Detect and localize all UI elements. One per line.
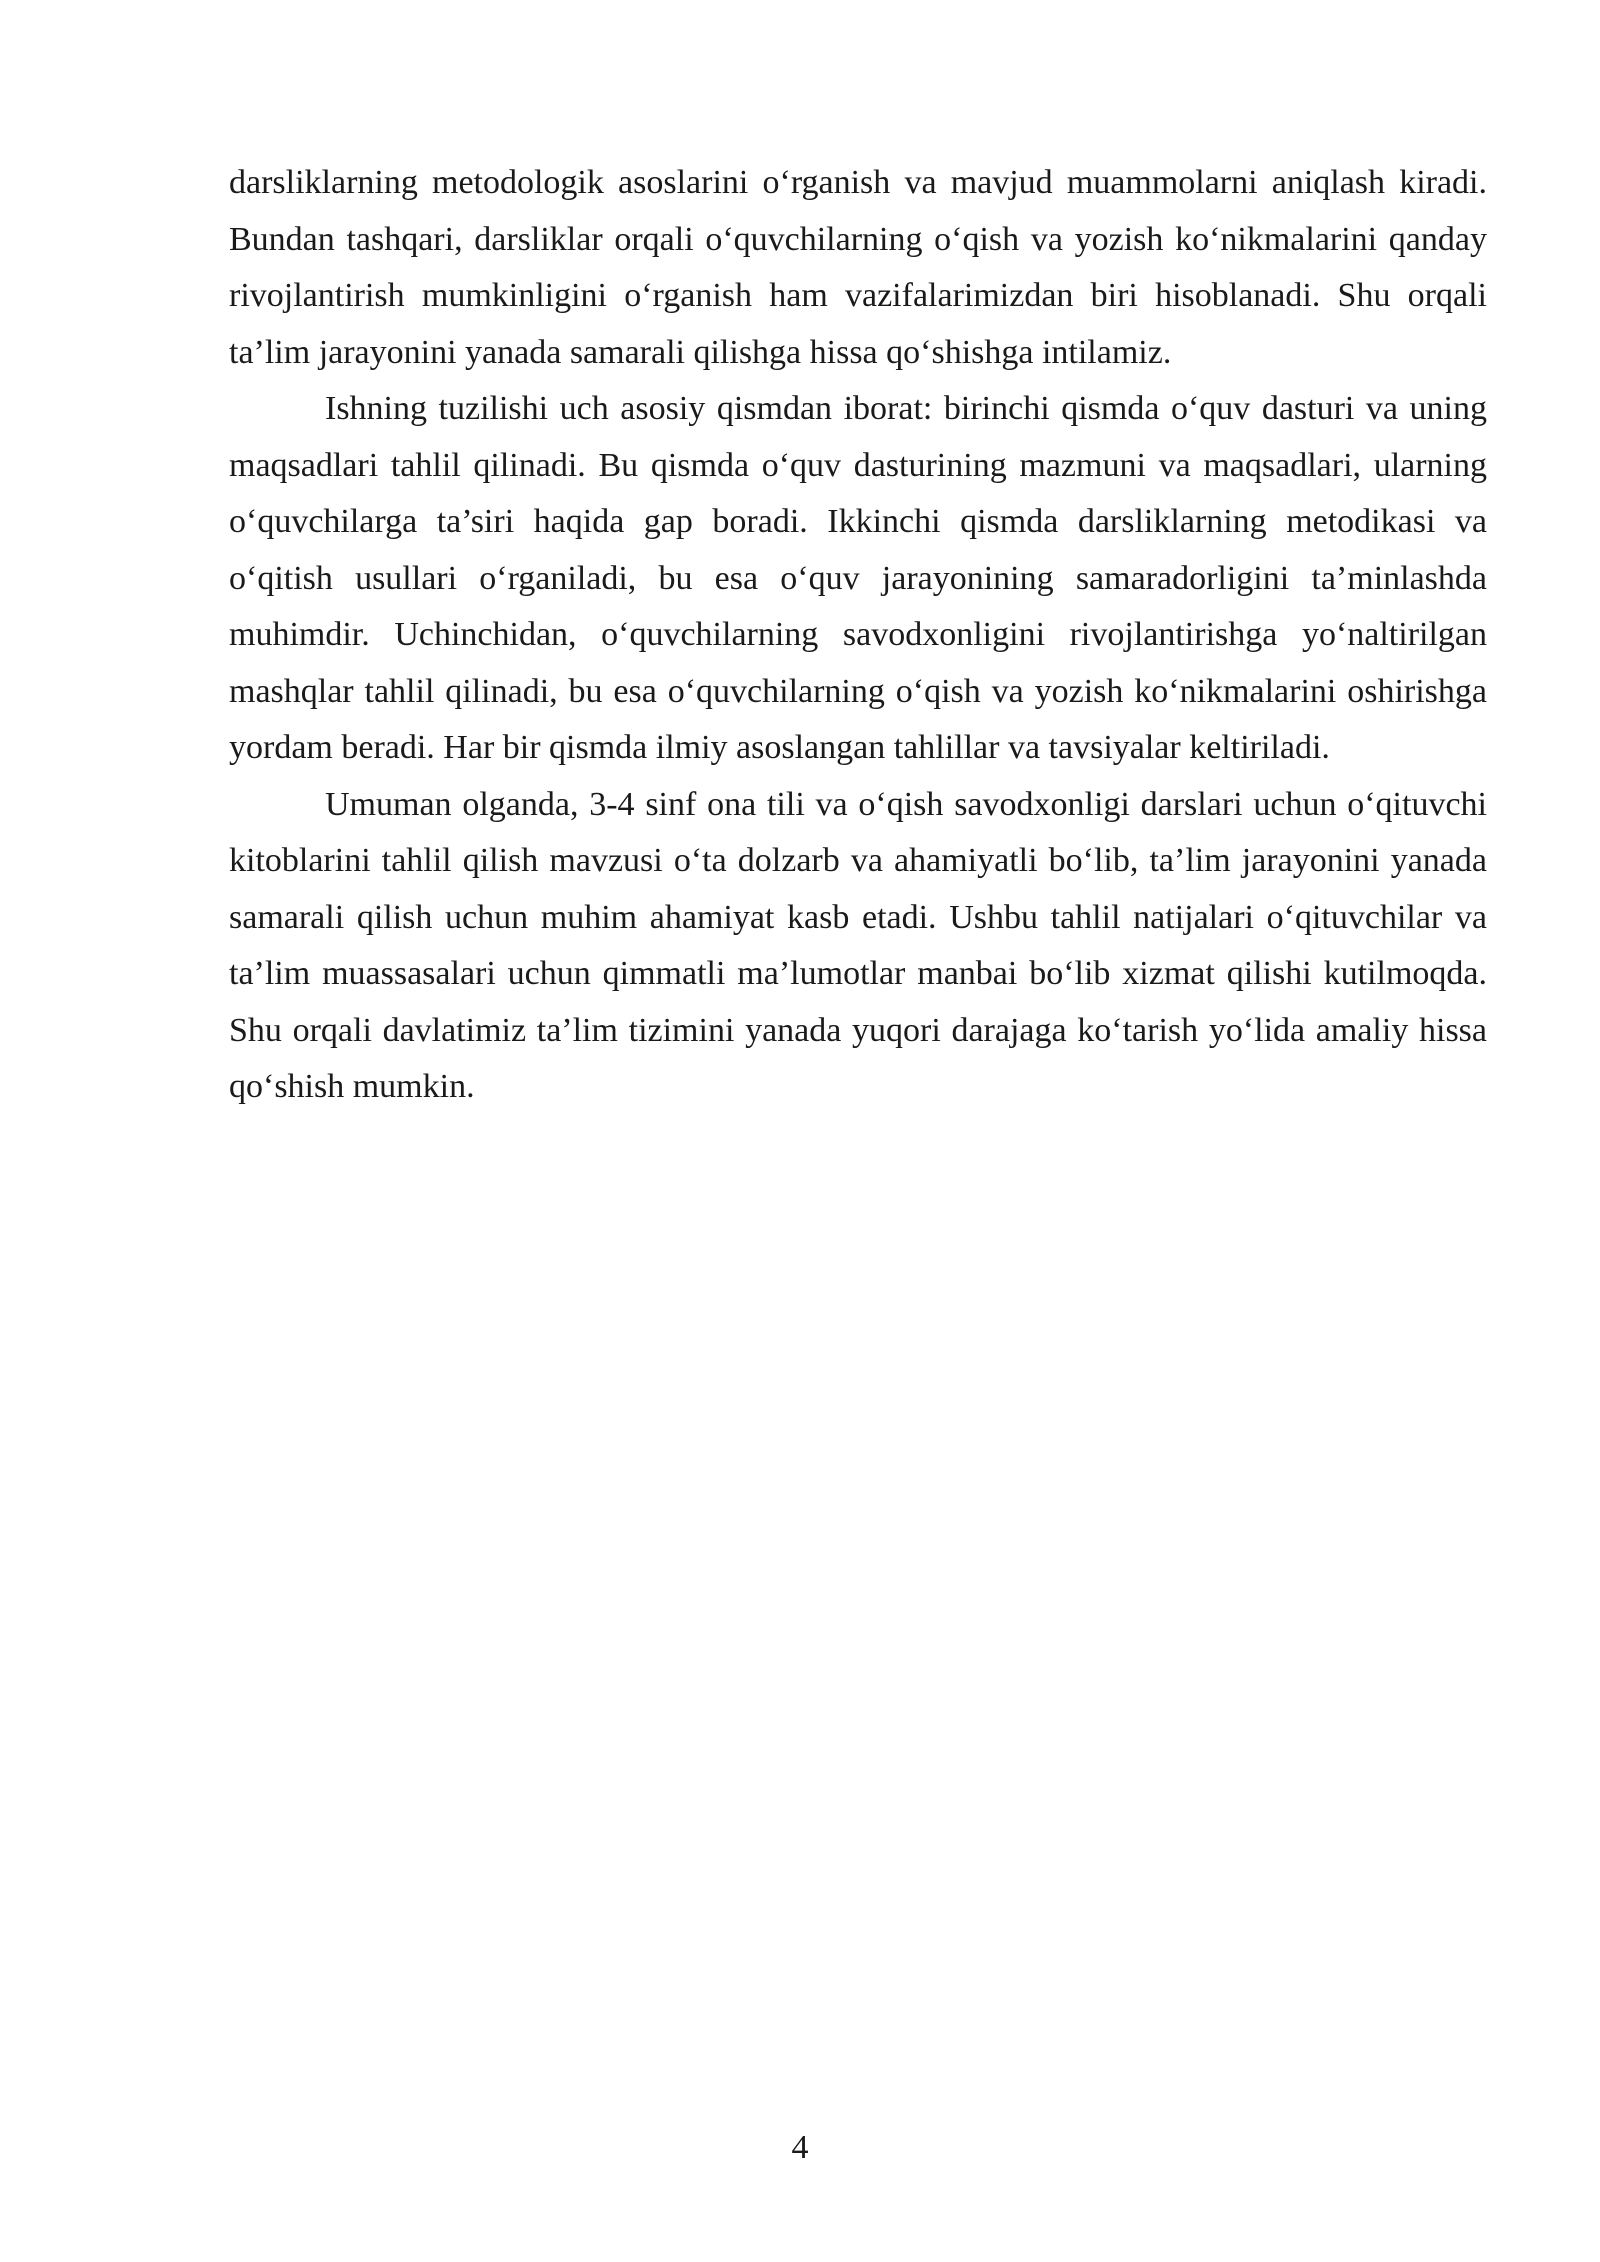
page-body <box>229 155 1487 1116</box>
paragraph-continuation: darsliklarning metodologik asoslarini o‘rganish va mavjud muammolarni aniqlash kiradi. Bundan tashqari, darsliklar orqali o‘quvchilarning o‘qish va yozish ko‘nikmalarini qanday rivojlantirish mumkinligini o‘rganish ham vazifalarimizdan biri hisoblanadi. Shu orqali ta’lim jarayonini yanada samarali qilishga hissa qo‘shishga intilamiz. <box>229 164 1487 371</box>
paragraph-work-structure: Ishning tuzilishi uch asosiy qismdan iborat: birinchi qismda o‘quv dasturi va uning maqsadlari tahlil qilinadi. Bu qismda o‘quv dasturining mazmuni va maqsadlari, ularning o‘quvchilarga ta’siri haqida gap boradi. Ikkinchi qismda darsliklarning metodikasi va o‘qitish usullari o‘rganiladi, bu esa o‘quv jarayonining samaradorligini ta’minlashda muhimdir. Uchinchidan, o‘quvchilarning savodxonligini rivojlantirishga yo‘naltirilgan mashqlar tahlil qilinadi, bu esa o‘quvchilarning o‘qish va yozish ko‘nikmalarini oshirishga yordam beradi. Har bir qismda ilmiy asoslangan tahlillar va tavsiyalar keltiriladi. <box>229 390 1487 766</box>
paragraph-conclusion: Umuman olganda, 3-4 sinf ona tili va o‘qish savodxonligi darslari uchun o‘qituvchi kitoblarini tahlil qilish mavzusi o‘ta dolzarb va ahamiyatli bo‘lib, ta’lim jarayonini yanada samarali qilish uchun muhim ahamiyat kasb etadi. Ushbu tahlil natijalari o‘qituvchilar va ta’lim muassasalari uchun qimmatli ma’lumotlar manbai bo‘lib xizmat qilishi kutilmoqda. Shu orqali davlatimiz ta’lim tizimini yanada yuqori darajaga ko‘tarish yo‘lida amaliy hissa qo‘shish mumkin. <box>229 785 1487 1105</box>
page-number: 4 <box>791 2129 809 2166</box>
